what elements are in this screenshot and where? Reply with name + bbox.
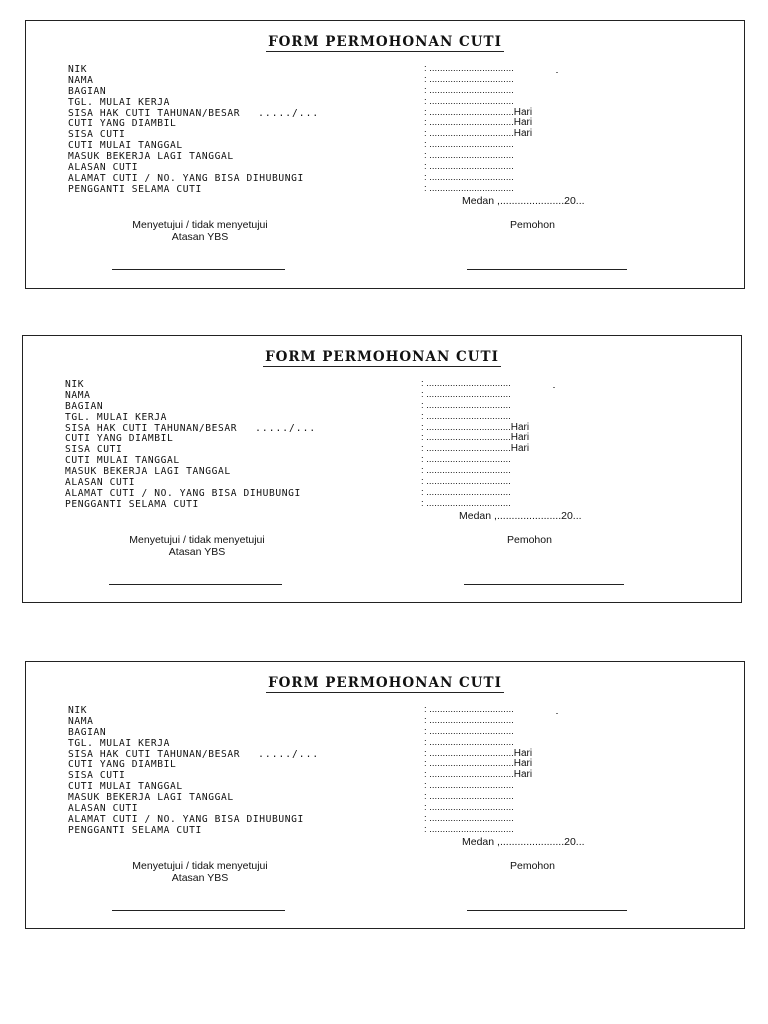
field-blank[interactable]: : ................................ <box>421 432 511 444</box>
field-label-text: SISA HAK CUTI TAHUNAN/BESAR <box>68 748 241 760</box>
leave-request-form <box>25 661 745 929</box>
field-blank[interactable]: : ................................ <box>424 63 514 74</box>
field-values <box>424 64 624 195</box>
field-blank[interactable]: : ................................ <box>424 161 514 173</box>
field-label-text: CUTI MULAI TANGGAL <box>68 781 183 793</box>
field-blank[interactable]: : ................................ <box>424 802 514 814</box>
field-unit: Hari <box>510 443 530 455</box>
field-label-text: ALASAN CUTI <box>65 477 136 489</box>
supervisor-signature-line[interactable] <box>112 910 285 911</box>
form-title-text: FORM PERMOHONAN CUTI <box>268 34 502 50</box>
field-unit: Hari <box>513 747 533 759</box>
field-label-text: NIK <box>65 379 85 390</box>
field-blank[interactable]: : ................................ <box>424 823 514 835</box>
field-label-text: MASUK BEKERJA LAGI TANGGAL <box>65 466 231 478</box>
leave-balance-fraction[interactable]: ...../... <box>258 107 320 119</box>
field-blank[interactable]: : ................................ <box>424 758 514 770</box>
applicant-signature-line[interactable] <box>467 910 627 911</box>
approval-text: Menyetujui / tidak menyetujui <box>132 219 268 231</box>
field-label <box>68 76 408 87</box>
field-blank[interactable]: : ................................ <box>424 117 514 129</box>
field-label-text: ALASAN CUTI <box>68 803 139 815</box>
field-blank[interactable]: : ................................ <box>421 421 511 433</box>
field-entry[interactable] <box>424 184 624 195</box>
approval-text: Menyetujui / tidak menyetujui <box>129 534 265 546</box>
field-label-text: SISA CUTI <box>68 770 126 782</box>
field-label <box>68 826 408 837</box>
field-entry[interactable] <box>424 825 624 836</box>
field-blank[interactable]: : ................................ <box>421 476 511 488</box>
field-blank[interactable]: : ................................ <box>421 443 511 455</box>
approval-text: Menyetujui / tidak menyetujui <box>132 860 268 872</box>
field-label-text: NAMA <box>68 715 94 727</box>
scan-speck <box>556 72 558 73</box>
field-blank[interactable]: : ................................ <box>421 410 511 422</box>
field-blank[interactable]: : ................................ <box>421 497 511 509</box>
field-label-text: BAGIAN <box>68 85 107 97</box>
field-label-text: ALAMAT CUTI / NO. YANG BISA DIHUBUNGI <box>65 487 301 499</box>
field-label <box>68 65 408 76</box>
field-blank[interactable]: : ................................ <box>424 128 514 140</box>
field-unit: Hari <box>513 758 533 770</box>
field-entry[interactable] <box>421 499 621 510</box>
field-label <box>68 706 408 717</box>
field-label-text: PENGGANTI SELAMA CUTI <box>68 824 202 836</box>
field-label-text: ALAMAT CUTI / NO. YANG BISA DIHUBUNGI <box>68 813 304 825</box>
field-label <box>65 500 405 511</box>
field-blank[interactable]: : ................................ <box>424 182 514 194</box>
field-label-text: CUTI YANG DIAMBIL <box>68 118 177 130</box>
field-blank[interactable]: : ................................ <box>421 399 511 411</box>
field-label-text: CUTI YANG DIAMBIL <box>65 433 174 445</box>
field-blank[interactable]: : ................................ <box>424 73 514 85</box>
leave-balance-fraction[interactable]: ...../... <box>258 748 320 760</box>
field-label-text: CUTI MULAI TANGGAL <box>68 140 183 152</box>
field-label-text: NAMA <box>65 389 91 401</box>
field-unit: Hari <box>513 106 533 118</box>
field-label-text: MASUK BEKERJA LAGI TANGGAL <box>68 792 234 804</box>
supervisor-approval <box>110 219 290 243</box>
place-date[interactable]: Medan ,......................20... <box>462 195 585 207</box>
field-blank[interactable]: : ................................ <box>424 780 514 792</box>
field-label-text: ALASAN CUTI <box>68 162 139 174</box>
field-label-text: NIK <box>68 705 88 716</box>
field-blank[interactable]: : ................................ <box>424 106 514 118</box>
place-date[interactable]: Medan ,......................20... <box>459 510 582 522</box>
field-values <box>424 705 624 836</box>
field-blank[interactable]: : ................................ <box>424 714 514 726</box>
supervisor-signature-line[interactable] <box>112 269 285 270</box>
field-blank[interactable]: : ................................ <box>424 704 514 715</box>
field-label <box>65 380 405 391</box>
field-labels <box>68 65 408 196</box>
field-unit: Hari <box>510 432 530 444</box>
place-date[interactable]: Medan ,......................20... <box>462 836 585 848</box>
field-blank[interactable]: : ................................ <box>421 465 511 477</box>
scan-speck <box>553 387 555 388</box>
applicant-label: Pemohon <box>510 860 555 872</box>
field-label-text: MASUK BEKERJA LAGI TANGGAL <box>68 151 234 163</box>
field-label <box>68 717 408 728</box>
form-title <box>26 675 744 691</box>
field-blank[interactable]: : ................................ <box>421 454 511 466</box>
field-label-text: BAGIAN <box>65 400 104 412</box>
field-label-text: NAMA <box>68 74 94 86</box>
field-blank[interactable]: : ................................ <box>424 812 514 824</box>
field-blank[interactable]: : ................................ <box>424 736 514 748</box>
field-blank[interactable]: : ................................ <box>424 791 514 803</box>
field-blank[interactable]: : ................................ <box>424 139 514 151</box>
supervisor-approval <box>110 860 290 884</box>
form-title <box>23 349 741 365</box>
applicant-signature-line[interactable] <box>467 269 627 270</box>
field-blank[interactable]: : ................................ <box>424 95 514 107</box>
field-blank[interactable]: : ................................ <box>424 747 514 759</box>
scan-speck <box>556 713 558 714</box>
field-labels <box>68 706 408 837</box>
leave-request-form <box>25 20 745 289</box>
field-blank[interactable]: : ................................ <box>424 725 514 737</box>
field-label-text: CUTI YANG DIAMBIL <box>68 759 177 771</box>
field-unit: Hari <box>513 117 533 129</box>
field-blank[interactable]: : ................................ <box>424 769 514 781</box>
field-label <box>68 185 408 196</box>
field-label-text: TGL. MULAI KERJA <box>68 737 171 749</box>
field-blank[interactable]: : ................................ <box>421 378 511 389</box>
field-blank[interactable]: : ................................ <box>421 486 511 498</box>
field-label-text: PENGGANTI SELAMA CUTI <box>65 498 199 510</box>
field-label <box>65 391 405 402</box>
field-values <box>421 379 621 510</box>
field-blank[interactable]: : ................................ <box>424 150 514 162</box>
field-labels <box>65 380 405 511</box>
applicant-label: Pemohon <box>507 534 552 546</box>
field-blank[interactable]: : ................................ <box>421 388 511 400</box>
field-label-text: ALAMAT CUTI / NO. YANG BISA DIHUBUNGI <box>68 172 304 184</box>
supervisor-title: Atasan YBS <box>171 231 229 243</box>
field-unit: Hari <box>510 421 530 433</box>
field-label-text: SISA HAK CUTI TAHUNAN/BESAR <box>65 422 238 434</box>
leave-balance-fraction[interactable]: ...../... <box>255 422 317 434</box>
field-label-text: SISA CUTI <box>65 444 123 456</box>
field-blank[interactable]: : ................................ <box>424 84 514 96</box>
applicant-label: Pemohon <box>510 219 555 231</box>
leave-request-form <box>22 335 742 603</box>
applicant-signature-line[interactable] <box>464 584 624 585</box>
field-label-text: PENGGANTI SELAMA CUTI <box>68 183 202 195</box>
field-label-text: SISA HAK CUTI TAHUNAN/BESAR <box>68 107 241 119</box>
supervisor-title: Atasan YBS <box>171 872 229 884</box>
form-title-text: FORM PERMOHONAN CUTI <box>265 349 499 365</box>
field-label-text: TGL. MULAI KERJA <box>68 96 171 108</box>
form-title <box>26 34 744 50</box>
field-label-text: SISA CUTI <box>68 129 126 141</box>
field-label-text: CUTI MULAI TANGGAL <box>65 455 180 467</box>
supervisor-signature-line[interactable] <box>109 584 282 585</box>
form-title-text: FORM PERMOHONAN CUTI <box>268 675 502 691</box>
field-label-text: NIK <box>68 64 88 75</box>
supervisor-title: Atasan YBS <box>168 546 226 558</box>
field-unit: Hari <box>513 128 533 140</box>
field-label-text: BAGIAN <box>68 726 107 738</box>
field-label-text: TGL. MULAI KERJA <box>65 411 168 423</box>
field-blank[interactable]: : ................................ <box>424 171 514 183</box>
field-unit: Hari <box>513 769 533 781</box>
supervisor-approval <box>107 534 287 558</box>
